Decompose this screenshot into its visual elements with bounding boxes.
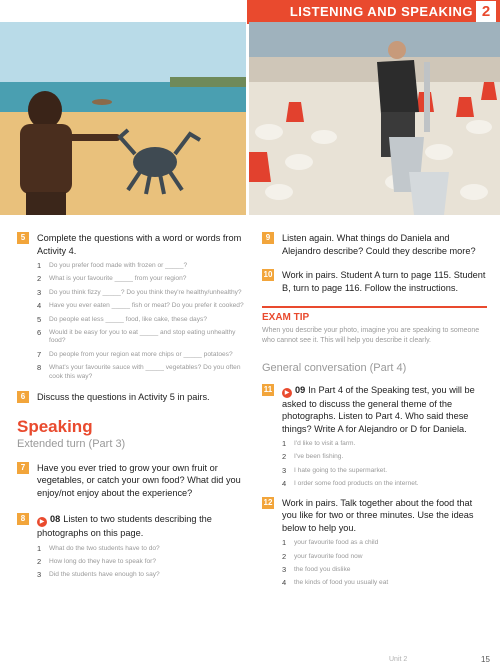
boy-with-crab-photo (0, 22, 246, 215)
activity-8-number: 8 (17, 513, 29, 525)
exam-tip-box (262, 306, 487, 346)
play-audio-icon[interactable]: ▶ (37, 517, 47, 527)
activity-11-number: 11 (263, 384, 273, 394)
footer-unit-label: Unit 2 (389, 656, 408, 663)
left-column (17, 232, 248, 585)
man-in-chicken-farm-photo (249, 22, 500, 215)
header-banner (247, 0, 500, 24)
activity-10-number: 10 (263, 270, 273, 279)
activity-7-instruction: Have you ever tried to grow your own fruit or vegetables, or catch your own food? What did you enjoy/not enjoy about the experience? (37, 462, 241, 498)
list-item: 4 the kinds of food you usually eat (282, 578, 389, 588)
list-item: 1 Do you prefer food made with frozen or _____? (37, 261, 188, 270)
page-number: 15 (481, 655, 490, 664)
activity-5 (17, 232, 248, 257)
activity-11-instruction: In Part 4 of the Speaking test, you will be asked to discuss the general theme of the photographs. Listen to Part 4. Who said these things? Write A for Alejandro or D for Daniela. (282, 384, 475, 434)
activity-6-instruction: Discuss the questions in Activity 5 in pairs. (37, 392, 210, 403)
list-item: 1 What do the two students have to do? (37, 543, 160, 553)
activity-6-number: 6 (17, 391, 29, 403)
list-item: 8 What's your favourite sauce with _____ vegetables? Do you often cook this way? (37, 363, 241, 380)
list-item: 5 Do people eat less _____ food, like cake, these days? (37, 314, 207, 324)
list-item: 3 Did the students have enough to say? (37, 570, 160, 580)
list-item: 2 How long do they have to speak for? (37, 556, 157, 566)
activity-12-number: 12 (263, 497, 273, 507)
list-item: 7 Do people from your region eat more chips or _____ potatoes? (37, 349, 233, 359)
speaking-heading: Speaking (17, 416, 93, 436)
activity-9-instruction: Listen again. What things do Daniela and Alejandro describe? Could they describe more? (282, 233, 476, 256)
activity-5-instruction: Complete the questions with a word or words from Activity 4. (37, 233, 242, 256)
exam-tip-body: When you describe your photo, imagine you are speaking to someone who cannot see it. This will help you describe it clearly. (262, 326, 480, 344)
activity-12-ideas (262, 539, 487, 588)
activity-7 (17, 462, 248, 500)
unit-number-badge: 2 (476, 1, 496, 23)
activity-10-instruction: Work in pairs. Student A turn to page 115. Student B, turn to page 116. Follow the instructions. (282, 270, 486, 293)
activity-11 (262, 384, 487, 436)
list-item: 6 Would it be easy for you to eat _____ and stop eating unhealthy food? (37, 328, 236, 345)
activity-7-number: 7 (17, 462, 29, 474)
track-number: 09 (295, 384, 306, 395)
list-item: 1 I'd like to visit a farm. (282, 439, 356, 448)
list-item: 3 the food you dislike (282, 564, 351, 574)
right-column (262, 232, 487, 593)
exam-tip-title: EXAM TIP (262, 311, 310, 323)
activity-12 (262, 497, 487, 535)
activity-12-instruction: Work in pairs. Talk together about the food that you like for two or three minutes. Use the ideas below to help you. (282, 497, 474, 533)
activity-5-number: 5 (17, 232, 29, 244)
track-number: 08 (50, 514, 61, 525)
activity-9-number: 9 (262, 232, 274, 244)
activity-5-questions (17, 262, 248, 381)
activity-8-questions (17, 545, 248, 580)
list-item: 2 I've been fishing. (282, 452, 344, 462)
activity-10 (262, 269, 487, 294)
play-audio-icon[interactable]: ▶ (282, 388, 292, 398)
list-item: 1 your favourite food as a child (282, 538, 379, 548)
activity-6 (17, 391, 248, 404)
activity-8-instruction: Listen to two students describing the photographs on this page. (37, 514, 212, 539)
list-item: 2 your favourite food now (282, 551, 363, 561)
list-item: 2 What is your favourite _____ from your region? (37, 274, 187, 284)
list-item: 4 Have you ever eaten _____ fish or meat? Do you prefer it cooked? (37, 301, 244, 311)
list-item: 4 I order some food products on the internet. (282, 479, 419, 489)
activity-9 (262, 232, 487, 257)
list-item: 3 Do you think fizzy _____? Do you think they're healthy/unhealthy? (37, 287, 242, 297)
speaking-subheading: Extended turn (Part 3) (17, 437, 126, 450)
activity-8 (17, 513, 248, 540)
list-item: 3 I hate going to the supermarket. (282, 465, 388, 475)
section-title: LISTENING AND SPEAKING (289, 4, 473, 19)
activity-11-statements (262, 440, 487, 489)
general-conversation-heading: General conversation (Part 4) (262, 361, 407, 374)
exam-tip-divider (262, 306, 487, 308)
